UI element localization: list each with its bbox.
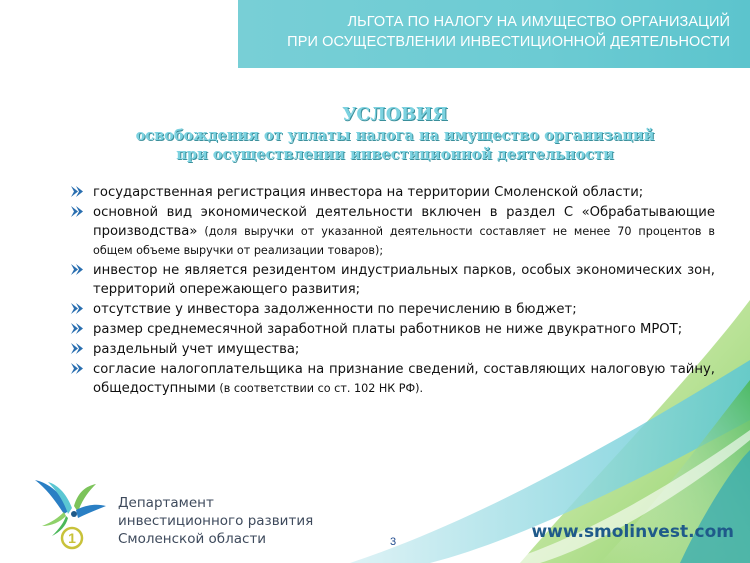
condition-text: согласие налогоплательщика на признание сведений, составляющих налоговую тайну, общедоступными — [93, 362, 715, 396]
header-title-line2: ПРИ ОСУЩЕСТВЛЕНИИ ИНВЕСТИЦИОННОЙ ДЕЯТЕЛЬНОСТИ — [287, 34, 730, 50]
chevron-right-icon — [70, 263, 85, 276]
chevron-right-icon — [70, 362, 85, 375]
condition-note: (доля выручки от указанной деятельности составляет не менее 70 процентов в общем объеме выручки от реализации товаров); — [93, 225, 715, 257]
bird-logo-icon — [30, 470, 110, 550]
list-item — [70, 320, 715, 339]
svg-text:1: 1 — [68, 530, 76, 546]
header-banner — [238, 0, 750, 68]
condition-text: инвестор не является резидентом индустриальных парков, особых экономических зон, территорий опережающего развития; — [93, 263, 715, 297]
condition-text: государственная регистрация инвестора на территории Смоленской области; — [93, 185, 644, 200]
list-item — [70, 360, 715, 398]
department-name — [118, 494, 313, 548]
title-main: УСЛОВИЯ — [342, 105, 448, 125]
condition-text: раздельный учет имущества; — [93, 342, 300, 357]
condition-text: основной вид экономической деятельности включен в раздел С «Обрабатывающие производства» — [93, 205, 715, 239]
list-item — [70, 261, 715, 299]
department-line1: Департамент — [118, 495, 214, 511]
condition-text: размер среднемесячной заработной платы работников не ниже двукратного МРОТ; — [93, 322, 683, 337]
chevron-right-icon — [70, 322, 85, 335]
website-link[interactable]: www.smolinvest.com — [531, 522, 734, 542]
conditions-list — [70, 183, 715, 399]
condition-text: отсутствие у инвестора задолженности по перечислению в бюджет; — [93, 302, 577, 317]
chevron-right-icon — [70, 185, 85, 198]
department-line3: Смоленской области — [118, 531, 267, 547]
conditions-title — [0, 104, 750, 164]
title-line3: при осуществлении инвестиционной деятельности — [176, 146, 614, 163]
list-item — [70, 300, 715, 319]
department-line2: инвестиционного развития — [118, 513, 314, 529]
header-title-line1: ЛЬГОТА ПО НАЛОГУ НА ИМУЩЕСТВО ОРГАНИЗАЦИЙ — [347, 14, 730, 30]
list-item — [70, 183, 715, 202]
condition-note: (в соответствии со ст. 102 НК РФ). — [215, 382, 424, 395]
chevron-right-icon — [70, 302, 85, 315]
list-item — [70, 340, 715, 359]
list-item — [70, 203, 715, 260]
chevron-right-icon — [70, 342, 85, 355]
page-number: 3 — [390, 536, 397, 548]
chevron-right-icon — [70, 205, 85, 218]
title-line2: освобождения от уплаты налога на имущество организаций — [135, 127, 655, 144]
